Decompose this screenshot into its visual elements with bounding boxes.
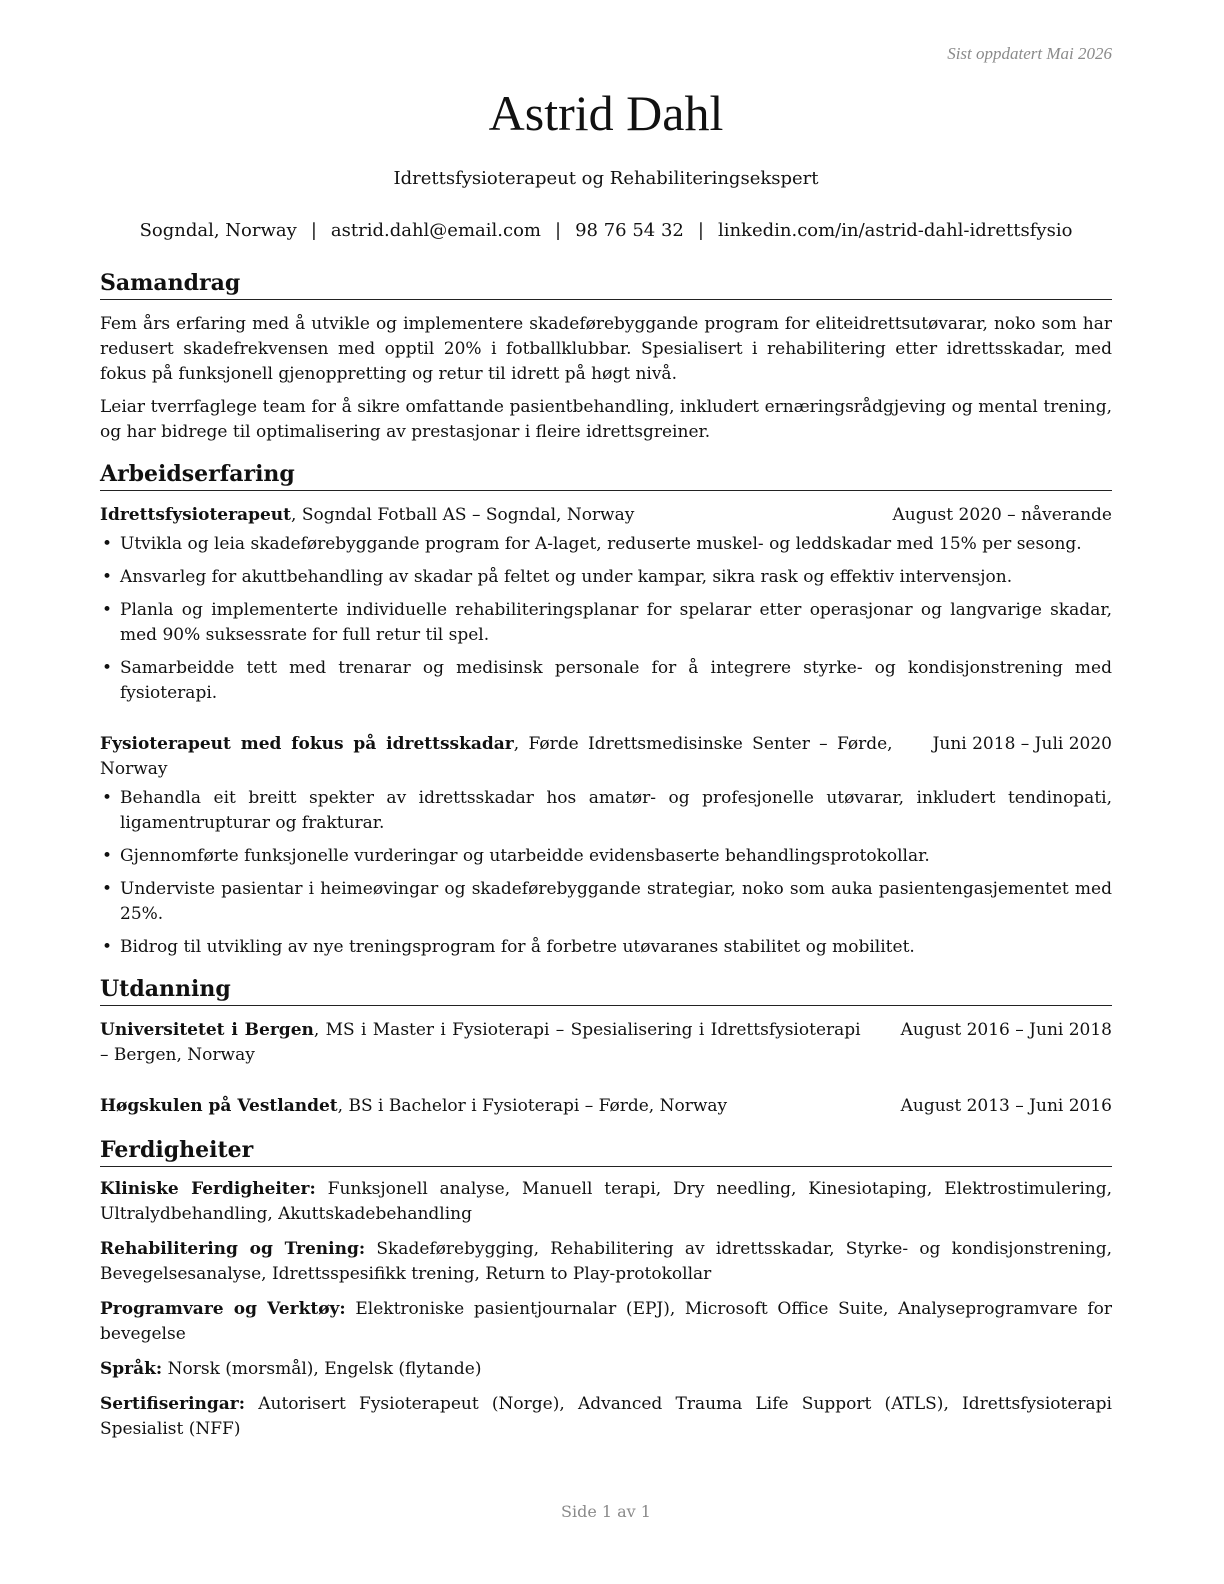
- education-heading: [100, 1094, 901, 1119]
- contact-separator: |: [697, 220, 704, 241]
- job-bullet: • Gjennomførte funksjonelle vurderingar og utarbeidde evidensbaserte behandlingsprotokollar.: [100, 844, 1112, 869]
- job-bullet: • Samarbeidde tett med trenarar og medisinsk personale for å integrere styrke- og kondisjonstrening med fysioterapi.: [100, 656, 1112, 706]
- section-title-summary: Samandrag: [100, 268, 1112, 300]
- skill-text: Skadeførebygging, Rehabilitering av idrettsskadar, Styrke- og kondisjonstrening, Bevegelsesanalyse, Idrettsspesifikk trening, Return to Play-protokollar: [100, 1239, 1113, 1284]
- job-bullet: • Utvikla og leia skadeførebyggande program for A-laget, reduserte muskel- og leddskadar med 15% per sesong.: [100, 532, 1112, 557]
- section-title-experience: Arbeidserfaring: [100, 459, 1112, 491]
- skill-text: Norsk (morsmål), Engelsk (flytande): [162, 1359, 482, 1379]
- skill-text: Autorisert Fysioterapeut (Norge), Advanced Trauma Life Support (ATLS), Idrettsfysioterapi Spesialist (NFF): [100, 1394, 1112, 1439]
- page-number: Side 1 av 1: [561, 1502, 651, 1521]
- job-bullets: [100, 532, 1112, 706]
- resume-content: [100, 268, 1112, 1450]
- section-title-education: Utdanning: [100, 974, 1112, 1006]
- job-entry: [100, 732, 1112, 960]
- job-bullet: • Behandla eit breitt spekter av idrettsskadar hos amatør- og profesjonelle utøvarar, inkludert tendinopati, ligamentrupturar og frakturar.: [100, 786, 1112, 836]
- skill-label: Kliniske Ferdigheiter:: [100, 1179, 316, 1199]
- job-bullet: • Ansvarleg for akuttbehandling av skadar på feltet og under kampar, sikra rask og effektiv intervensjon.: [100, 565, 1112, 590]
- experience-section: [100, 459, 1112, 960]
- skill-label: Sertifiseringar:: [100, 1394, 246, 1414]
- skill-label: Språk:: [100, 1359, 163, 1379]
- education-school: Universitetet i Bergen: [100, 1020, 314, 1040]
- skill-label: Rehabilitering og Trening:: [100, 1239, 366, 1259]
- education-detail: , BS i Bachelor i Fysioterapi – Førde, Norway: [337, 1096, 728, 1116]
- skill-text: Elektroniske pasientjournalar (EPJ), Microsoft Office Suite, Analyseprogramvare for bevegelse: [100, 1299, 1113, 1344]
- job-dates: August 2020 – nåverande: [892, 505, 1112, 525]
- job-bullet: • Planla og implementerte individuelle rehabiliteringsplanar for spelarar etter operasjonar og langvarige skadar, med 90% suksessrate for full retur til spel.: [100, 598, 1112, 648]
- job-org: , Førde Idrettsmedisinske Senter – Førde, Norway: [100, 734, 893, 779]
- job-heading: [100, 732, 933, 782]
- skill-text: Funksjonell analyse, Manuell terapi, Dry needling, Kinesiotaping, Elektrostimulering, Ultralydbehandling, Akuttskadebehandling: [100, 1179, 1112, 1224]
- contact-phone: 98 76 54 32: [575, 220, 684, 241]
- skill-row: [100, 1237, 1112, 1287]
- education-entry: [100, 1094, 1112, 1119]
- job-header: [100, 503, 1112, 528]
- contact-linkedin[interactable]: linkedin.com/in/astrid-dahl-idrettsfysio: [717, 220, 1073, 241]
- candidate-name: Astrid Dahl: [488, 85, 724, 141]
- job-bullet: • Underviste pasientar i heimeøvingar og skadeførebyggande strategiar, noko som auka pasientengasjementet med 25%.: [100, 877, 1112, 927]
- education-section: [100, 974, 1112, 1119]
- contact-separator: |: [310, 220, 317, 241]
- job-bullets: [100, 786, 1112, 960]
- summary-section: [100, 268, 1112, 445]
- job-entry: [100, 503, 1112, 706]
- contact-email[interactable]: astrid.dahl@email.com: [330, 220, 541, 241]
- education-heading: [100, 1018, 901, 1068]
- job-header: [100, 732, 1112, 782]
- contact-location: Sogndal, Norway: [139, 220, 297, 241]
- contact-line: [100, 220, 1112, 241]
- job-org: , Sogndal Fotball AS – Sogndal, Norway: [291, 505, 635, 525]
- education-dates: August 2016 – Juni 2018: [900, 1020, 1112, 1040]
- education-entry: [100, 1018, 1112, 1068]
- education-dates: August 2013 – Juni 2016: [900, 1096, 1112, 1116]
- last-updated: Sist oppdatert Mai 2026: [947, 44, 1112, 63]
- job-heading: [100, 503, 893, 528]
- job-bullet: • Bidrog til utvikling av nye treningsprogram for å forbetre utøvaranes stabilitet og mobilitet.: [100, 935, 1112, 960]
- job-role: Fysioterapeut med fokus på idrettsskadar: [100, 734, 514, 754]
- skill-row: [100, 1177, 1112, 1227]
- skill-row: [100, 1297, 1112, 1347]
- education-school: Høgskulen på Vestlandet: [100, 1096, 338, 1116]
- skill-label: Programvare og Verktøy:: [100, 1299, 346, 1319]
- skill-row: [100, 1357, 1112, 1382]
- skills-section: [100, 1135, 1112, 1442]
- contact-separator: |: [554, 220, 562, 241]
- skill-row: [100, 1392, 1112, 1442]
- summary-paragraph: Leiar tverrfaglege team for å sikre omfattande pasientbehandling, inkludert ernæringsrådgjeving og mental trening, og har bidrege til optimalisering av prestasjonar i fleire idrettsgreiner.: [100, 397, 1112, 442]
- candidate-title: Idrettsfysioterapeut og Rehabiliteringsekspert: [393, 168, 819, 189]
- summary-paragraph: Fem års erfaring med å utvikle og implementere skadeførebyggande program for eliteidrettsutøvarar, noko som har redusert skadefrekvensen med opptil 20% i fotballklubbar. Spesialisert i rehabilitering etter idrettsskadar, med fokus på funksjonell gjenoppretting og retur til idrett på høgt nivå.: [100, 314, 1112, 384]
- section-title-skills: Ferdigheiter: [100, 1135, 1112, 1167]
- education-detail: , MS i Master i Fysioterapi – Spesialisering i Idrettsfysioterapi – Bergen, Norway: [100, 1020, 861, 1065]
- job-dates: Juni 2018 – Juli 2020: [932, 734, 1112, 754]
- job-role: Idrettsfysioterapeut: [100, 505, 292, 525]
